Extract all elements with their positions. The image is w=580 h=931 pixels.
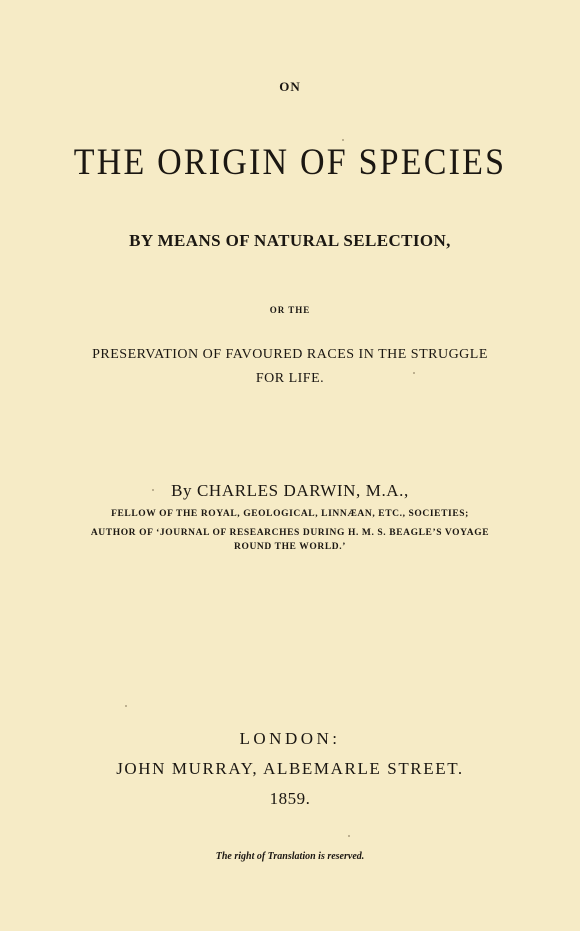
imprint-publisher: JOHN MURRAY, ALBEMARLE STREET. bbox=[116, 759, 464, 778]
book-title: THE ORIGIN OF SPECIES bbox=[73, 142, 507, 183]
author-credential-line-3: ROUND THE WORLD.’ bbox=[234, 542, 346, 552]
alternative-title-line-2: FOR LIFE. bbox=[255, 371, 325, 386]
paper-speck bbox=[342, 139, 344, 141]
paper-speck bbox=[152, 489, 154, 491]
book-subtitle: BY MEANS OF NATURAL SELECTION, bbox=[129, 231, 451, 250]
translation-rights-note: The right of Translation is reserved. bbox=[215, 851, 365, 862]
author-credential-line-1: FELLOW OF THE ROYAL, GEOLOGICAL, LINNÆAN, ETC., SOCIETIES; bbox=[111, 509, 469, 519]
paper-speck bbox=[125, 705, 127, 707]
alternative-title-line-1: PRESERVATION OF FAVOURED RACES IN THE STRUGGLE bbox=[92, 347, 488, 362]
or-the-connector: OR THE bbox=[269, 305, 311, 315]
imprint-city: LONDON: bbox=[239, 729, 341, 748]
author-credential-line-2: AUTHOR OF ‘JOURNAL OF RESEARCHES DURING H. M. S. BEAGLE’S VOYAGE bbox=[90, 528, 490, 538]
imprint-year: 1859. bbox=[269, 789, 311, 808]
on-heading: ON bbox=[279, 79, 301, 94]
paper-speck bbox=[348, 835, 350, 837]
author-line: By CHARLES DARWIN, M.A., bbox=[171, 481, 409, 500]
paper-speck bbox=[413, 372, 415, 374]
